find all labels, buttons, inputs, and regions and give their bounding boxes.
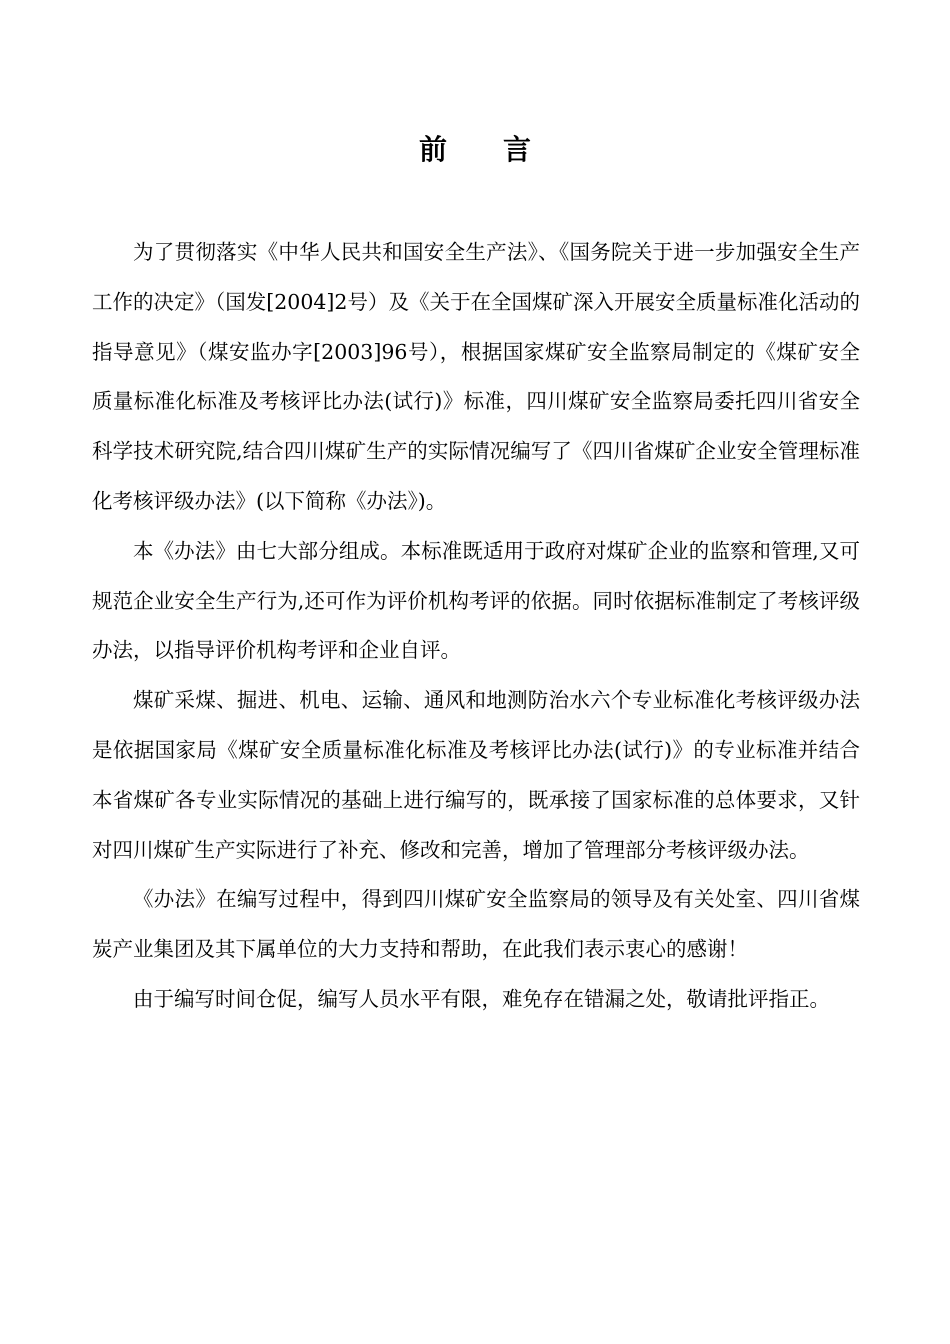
paragraph-disclaimer: 由于编写时间仓促，编写人员水平有限，难免存在错漏之处，敬请批评指正。 [133,986,830,1011]
paragraph-purpose: 为了贯彻落实《中华人民共和国安全生产法》、《国务院关于进一步加强安全生产工作的决定》（国发[2004]2号）及《关于在全国煤矿深入开展安全质量标准化活动的指导意见》（煤安监办字[2003]96号），根据国家煤矿安全监察局制定的《煤矿安全质量标准化标准及考核评比办法(试行)》标准，四川煤矿安全监察局委托四川省安全科学技术研究院,结合四川煤矿生产的实际情况编写了《四川省煤矿企业安全管理标准化考核评级办法》(以下简称《办法》)。 [92,240,860,513]
paragraph-acknowledgement: 《办法》在编写过程中，得到四川煤矿安全监察局的领导及有关处室、四川省煤炭产业集团及其下属单位的大力支持和帮助，在此我们表示衷心的感谢！ [92,887,860,962]
page-title: 前 言 [418,133,531,166]
paragraph-specialties: 煤矿采煤、掘进、机电、运输、通风和地测防治水六个专业标准化考核评级办法是依据国家局《煤矿安全质量标准化标准及考核评比办法(试行)》的专业标准并结合本省煤矿各专业实际情况的基础上进行编写的，既承接了国家标准的总体要求，又针对四川煤矿生产实际进行了补充、修改和完善，增加了管理部分考核评级办法。 [92,688,860,862]
document-body [92,228,860,1025]
paragraph-composition: 本《办法》由七大部分组成。本标准既适用于政府对煤矿企业的监察和管理,又可规范企业安全生产行为,还可作为评价机构考评的依据。同时依据标准制定了考核评级办法，以指导评价机构考评和企业自评。 [92,538,860,663]
